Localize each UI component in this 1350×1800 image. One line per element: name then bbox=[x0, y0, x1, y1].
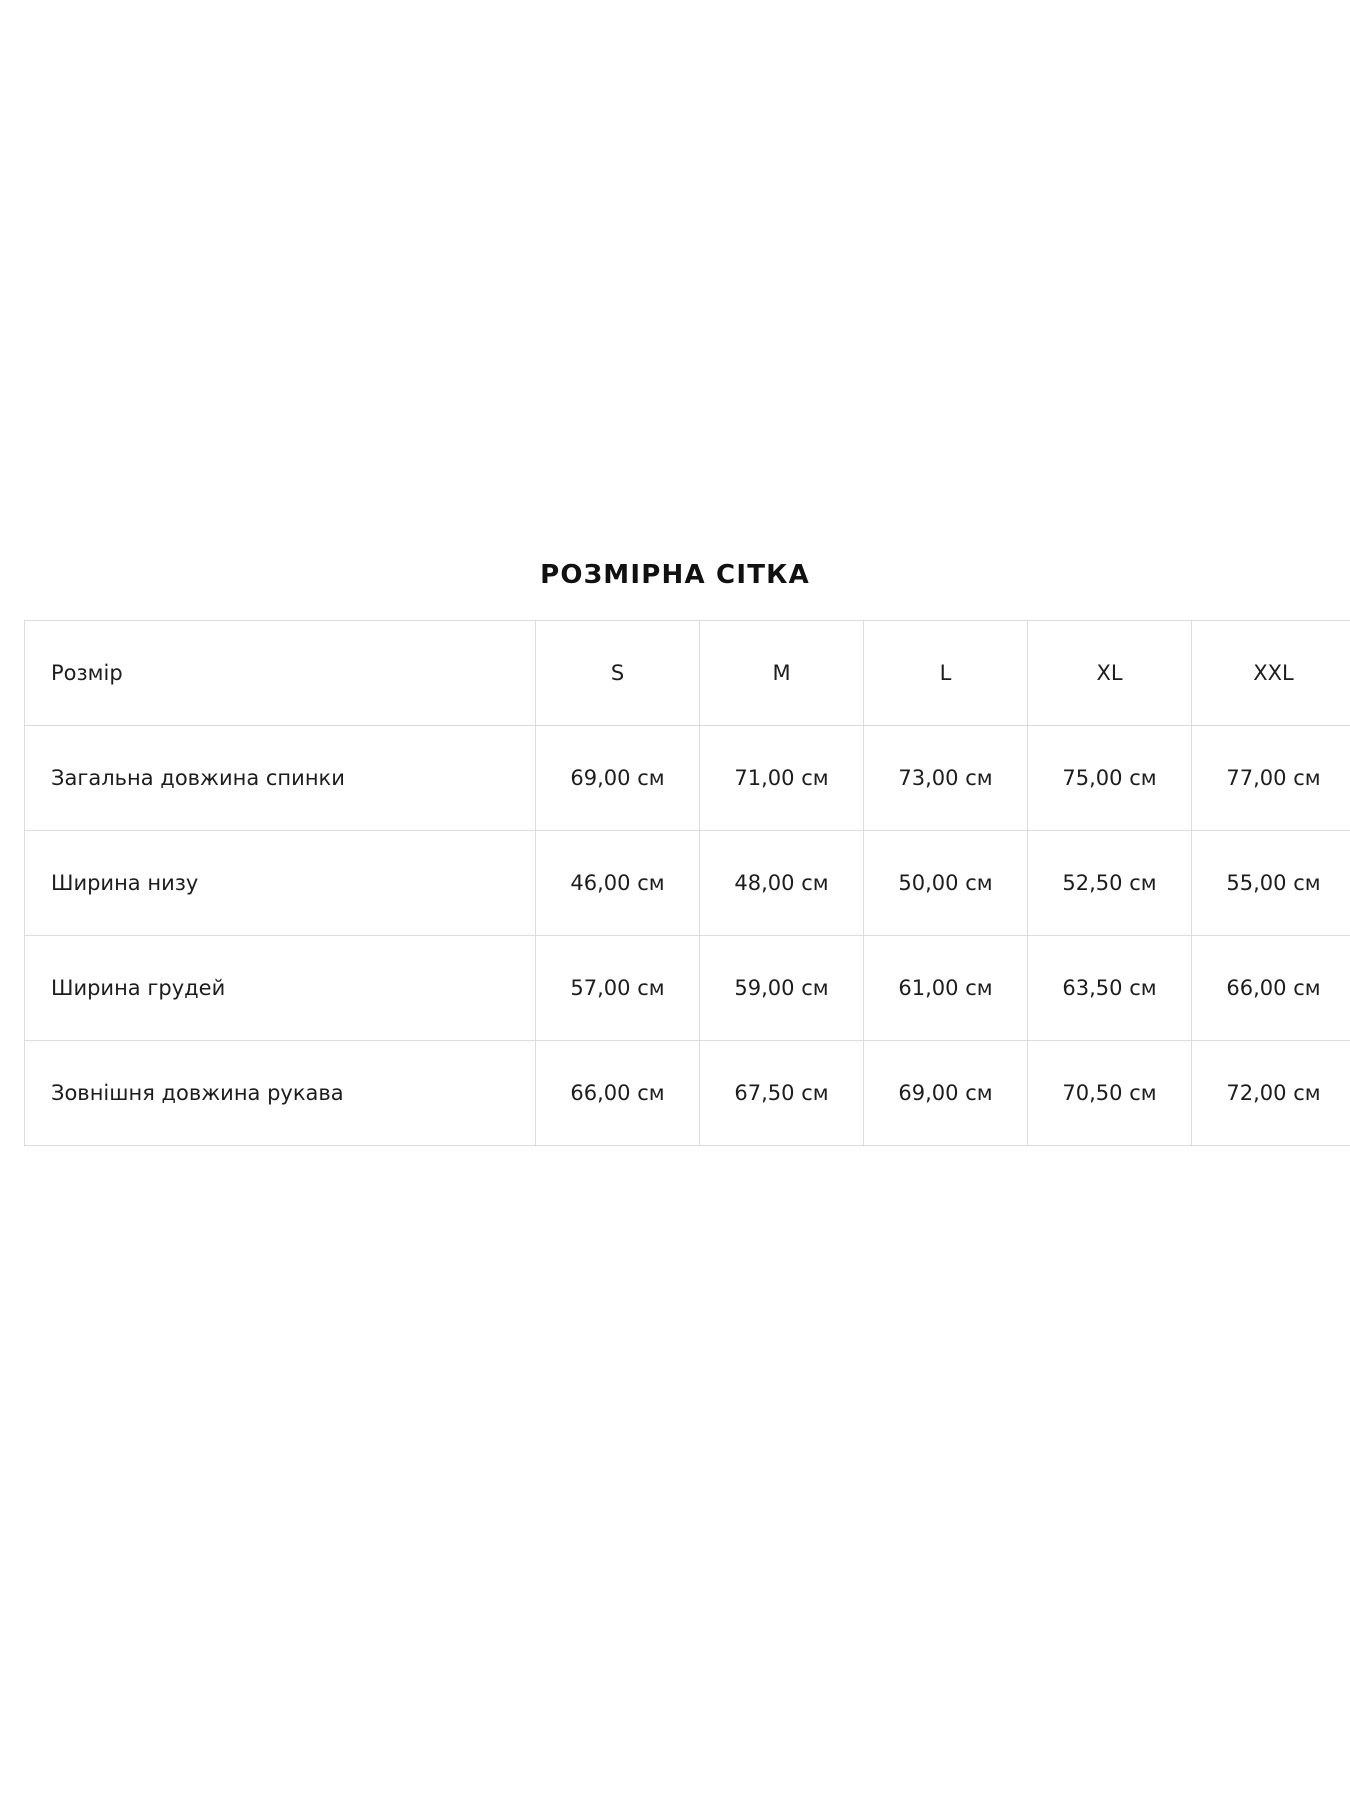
table-row bbox=[25, 726, 1350, 831]
column-header-xl: XL bbox=[1028, 621, 1192, 726]
size-chart-block bbox=[24, 560, 1326, 1146]
cell-back-length-l: 73,00 см bbox=[864, 726, 1028, 831]
column-header-l: L bbox=[864, 621, 1028, 726]
column-header-size-label: Розмір bbox=[25, 621, 536, 726]
table-header-row bbox=[25, 621, 1350, 726]
column-header-m: M bbox=[700, 621, 864, 726]
cell-chest-width-m: 59,00 см bbox=[700, 936, 864, 1041]
cell-chest-width-s: 57,00 см bbox=[536, 936, 700, 1041]
cell-bottom-width-m: 48,00 см bbox=[700, 831, 864, 936]
cell-bottom-width-s: 46,00 см bbox=[536, 831, 700, 936]
cell-back-length-m: 71,00 см bbox=[700, 726, 864, 831]
row-label-sleeve-length: Зовнішня довжина рукава bbox=[25, 1041, 536, 1146]
row-label-bottom-width: Ширина низу bbox=[25, 831, 536, 936]
cell-sleeve-length-s: 66,00 см bbox=[536, 1041, 700, 1146]
cell-chest-width-xl: 63,50 см bbox=[1028, 936, 1192, 1041]
cell-back-length-xl: 75,00 см bbox=[1028, 726, 1192, 831]
cell-chest-width-xxl: 66,00 см bbox=[1192, 936, 1350, 1041]
column-header-xxl: XXL bbox=[1192, 621, 1350, 726]
row-label-back-length: Загальна довжина спинки bbox=[25, 726, 536, 831]
cell-sleeve-length-xl: 70,50 см bbox=[1028, 1041, 1192, 1146]
cell-sleeve-length-l: 69,00 см bbox=[864, 1041, 1028, 1146]
cell-sleeve-length-m: 67,50 см bbox=[700, 1041, 864, 1146]
cell-back-length-xxl: 77,00 см bbox=[1192, 726, 1350, 831]
cell-bottom-width-l: 50,00 см bbox=[864, 831, 1028, 936]
cell-chest-width-l: 61,00 см bbox=[864, 936, 1028, 1041]
cell-sleeve-length-xxl: 72,00 см bbox=[1192, 1041, 1350, 1146]
page-title: РОЗМІРНА СІТКА bbox=[540, 560, 810, 590]
cell-bottom-width-xl: 52,50 см bbox=[1028, 831, 1192, 936]
table-row bbox=[25, 936, 1350, 1041]
column-header-s: S bbox=[536, 621, 700, 726]
size-chart-table bbox=[24, 620, 1350, 1146]
table-row bbox=[25, 831, 1350, 936]
cell-bottom-width-xxl: 55,00 см bbox=[1192, 831, 1350, 936]
cell-back-length-s: 69,00 см bbox=[536, 726, 700, 831]
table-row bbox=[25, 1041, 1350, 1146]
row-label-chest-width: Ширина грудей bbox=[25, 936, 536, 1041]
